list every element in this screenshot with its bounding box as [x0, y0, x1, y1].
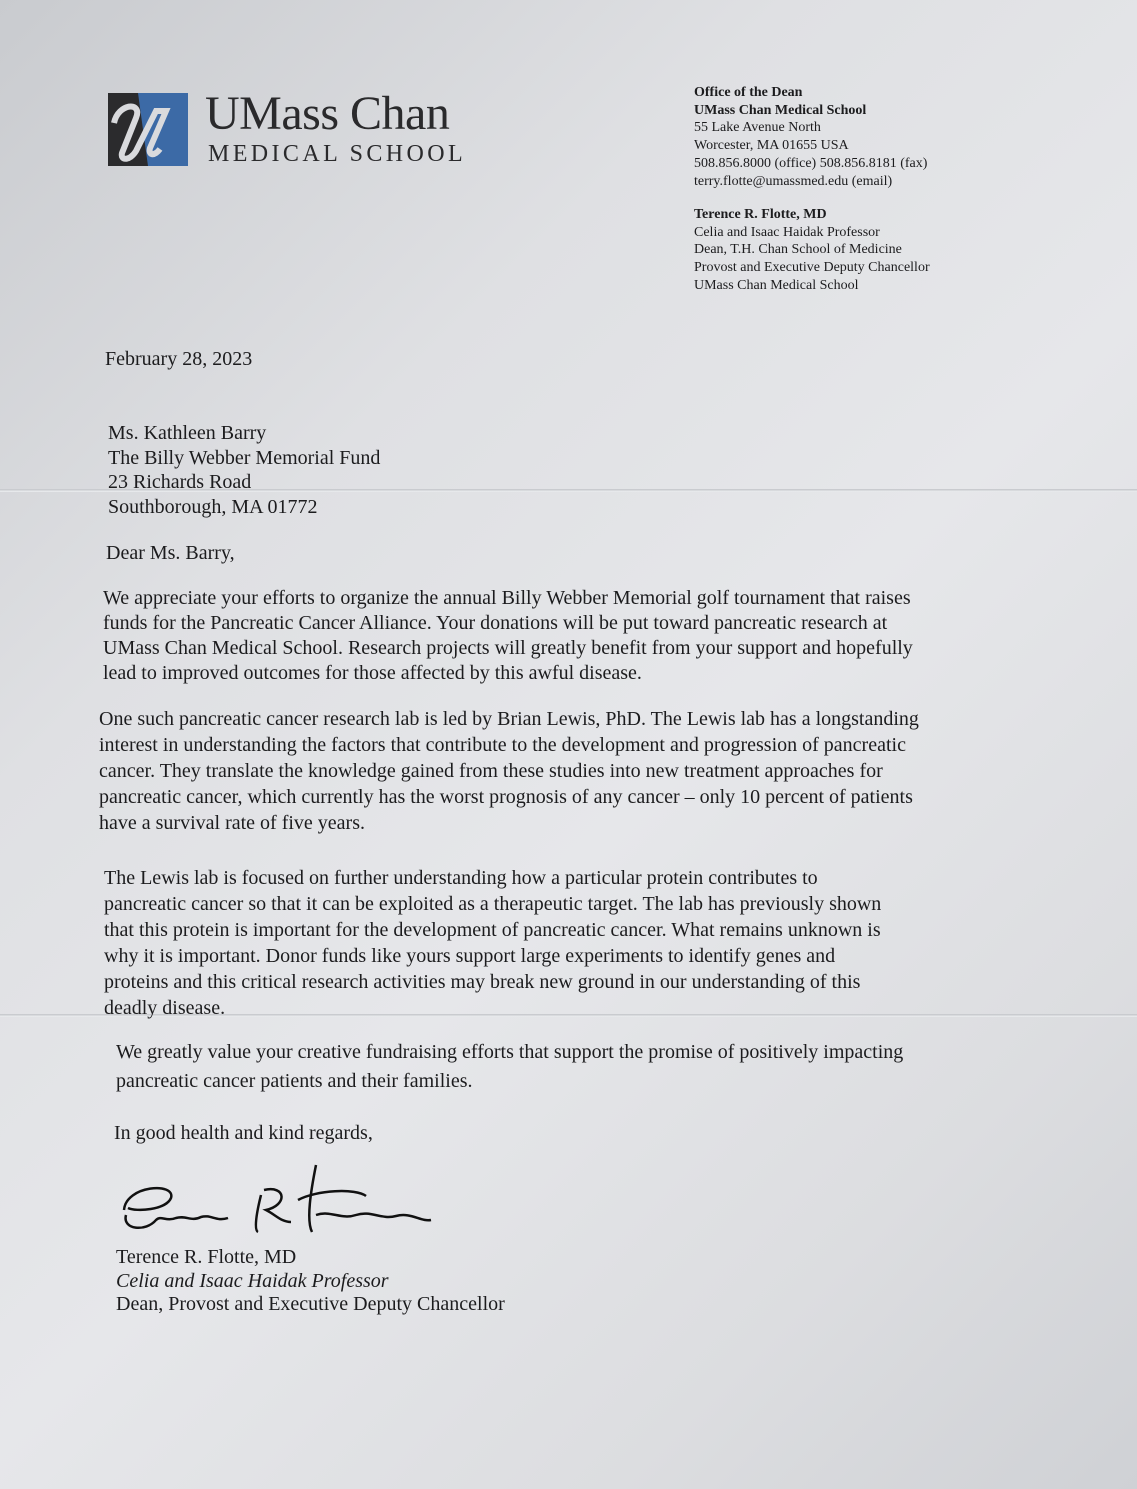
text-line: The Lewis lab is focused on further understanding how a particular protein contributes to — [104, 867, 818, 889]
text-line: pancreatic cancer, which currently has the worst prognosis of any cancer – only 10 percent of patients — [99, 786, 913, 808]
dean-name: Terence R. Flotte, MD — [694, 207, 827, 222]
text-line: UMass Chan Medical School. Research projects will greatly benefit from your support and hopefully — [103, 637, 913, 659]
brand-subtitle: MEDICAL SCHOOL — [208, 141, 467, 167]
office-title: Office of the Dean — [694, 85, 803, 100]
handwritten-signature — [116, 1160, 436, 1245]
office-street: 55 Lake Avenue North — [694, 120, 821, 136]
brand-name: UMass Chan — [205, 87, 450, 140]
recipient-city: Southborough, MA 01772 — [108, 495, 318, 518]
text-line: deadly disease. — [104, 997, 226, 1019]
salutation: Dear Ms. Barry, — [106, 542, 235, 564]
office-address — [694, 84, 927, 190]
paragraph-4 — [116, 1038, 903, 1096]
text-line: funds for the Pancreatic Cancer Alliance. Your donations will be put toward pancreatic research at — [103, 612, 888, 634]
paragraph-2 — [99, 706, 919, 836]
office-email: terry.flotte@umassmed.edu (email) — [694, 173, 893, 189]
text-line: We appreciate your efforts to organize the annual Billy Webber Memorial golf tournament that raises — [103, 587, 911, 609]
letter-date: February 28, 2023 — [105, 348, 253, 370]
text-line: why it is important. Donor funds like yours support large experiments to identify genes and — [104, 945, 836, 967]
umass-logo-mark — [108, 93, 188, 166]
text-line: One such pancreatic cancer research lab is led by Brian Lewis, PhD. The Lewis lab has a longstanding — [99, 708, 919, 730]
office-city: Worcester, MA 01655 USA — [694, 138, 849, 154]
paragraph-1 — [103, 586, 913, 686]
recipient-address — [108, 421, 380, 519]
signer-position: Dean, Provost and Executive Deputy Chancellor — [116, 1293, 505, 1315]
dean-title: Dean, T.H. Chan School of Medicine — [694, 242, 902, 258]
text-line: that this protein is important for the development of pancreatic cancer. What remains unknown is — [104, 919, 881, 941]
dean-title: Provost and Executive Deputy Chancellor — [694, 260, 930, 276]
text-line: have a survival rate of five years. — [99, 812, 365, 834]
signature-block — [116, 1246, 505, 1317]
office-phone: 508.856.8000 (office) 508.856.8181 (fax) — [694, 155, 928, 171]
text-line: proteins and this critical research activities may break new ground in our understanding of this — [104, 971, 861, 993]
dean-title: UMass Chan Medical School — [694, 277, 859, 293]
dean-title: Celia and Isaac Haidak Professor — [694, 224, 880, 240]
signer-title: Celia and Isaac Haidak Professor — [116, 1269, 389, 1292]
text-line: pancreatic cancer so that it can be exploited as a therapeutic target. The lab has previously shown — [104, 893, 882, 915]
signer-name: Terence R. Flotte, MD — [116, 1246, 297, 1268]
paragraph-3 — [104, 865, 881, 1021]
text-line: lead to improved outcomes for those affected by this awful disease. — [103, 662, 642, 684]
recipient-name: Ms. Kathleen Barry — [108, 422, 267, 444]
text-line: pancreatic cancer patients and their families. — [116, 1070, 473, 1092]
office-school: UMass Chan Medical School — [694, 102, 867, 118]
closing: In good health and kind regards, — [114, 1122, 373, 1144]
text-line: cancer. They translate the knowledge gained from these studies into new treatment approaches for — [99, 760, 883, 782]
text-line: interest in understanding the factors that contribute to the development and progression of pancreatic — [99, 734, 906, 756]
recipient-org: The Billy Webber Memorial Fund — [108, 446, 381, 469]
text-line: We greatly value your creative fundraising efforts that support the promise of positively impacting — [116, 1041, 904, 1063]
dean-info — [694, 206, 930, 295]
recipient-street: 23 Richards Road — [108, 471, 252, 493]
